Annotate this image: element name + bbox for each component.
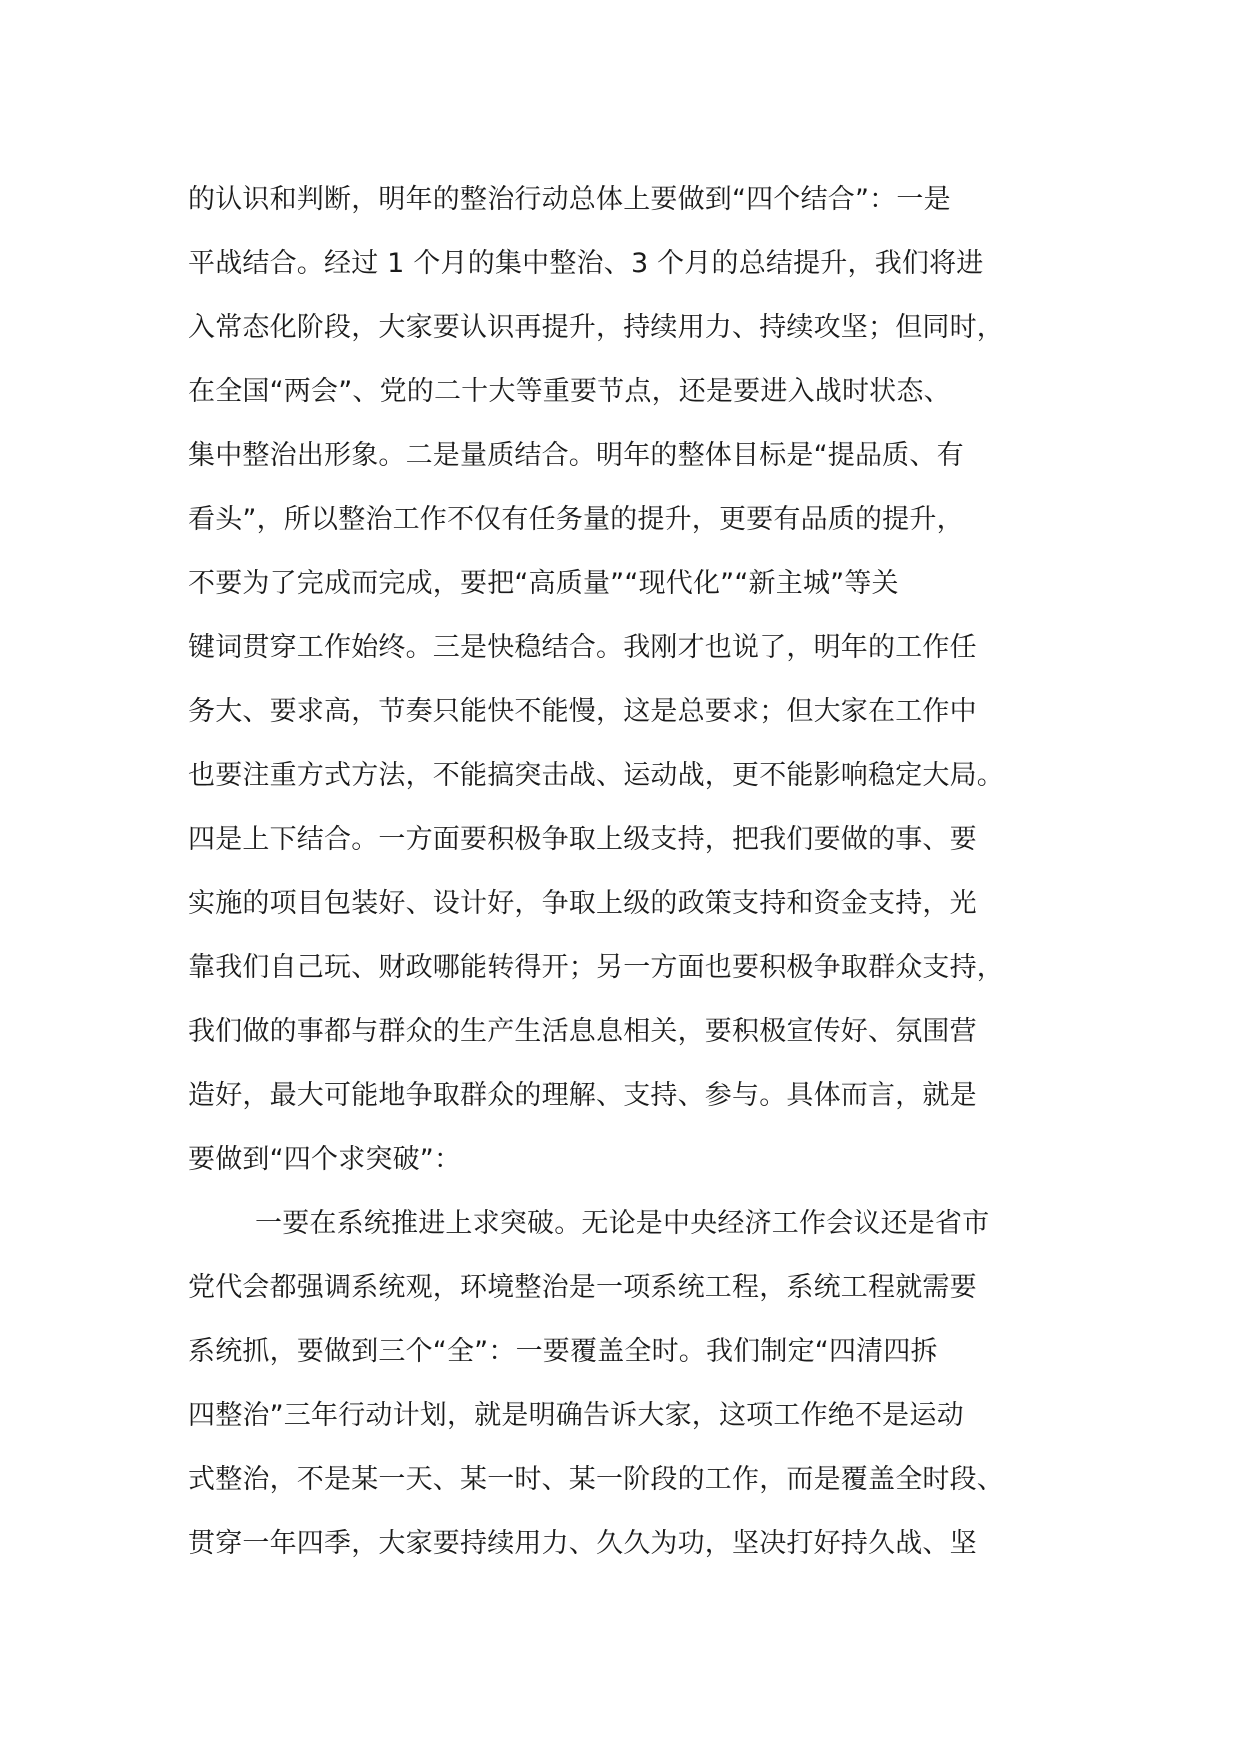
text-line: 党代会都强调系统观，环境整治是一项系统工程，系统工程就需要 bbox=[188, 1272, 977, 1303]
text-line: 不要为了完成而完成，要把“高质量”“现代化”“新主城”等关 bbox=[188, 568, 899, 599]
text-line: 靠我们自己玩、财政哪能转得开；另一方面也要积极争取群众支持， bbox=[188, 952, 1004, 983]
text-line: 一要在系统推进上求突破。无论是中央经济工作会议还是省市 bbox=[255, 1208, 990, 1239]
text-line: 系统抓，要做到三个“全”：一要覆盖全时。我们制定“四清四拆 bbox=[188, 1336, 938, 1367]
text-line: 集中整治出形象。二是量质结合。明年的整体目标是“提品质、有 bbox=[188, 440, 964, 471]
text-line: 式整治，不是某一天、某一时、某一阶段的工作，而是覆盖全时段、 bbox=[188, 1464, 1004, 1495]
text-line: 我们做的事都与群众的生产生活息息相关，要积极宣传好、氛围营 bbox=[188, 1016, 977, 1047]
text-line: 看头”，所以整治工作不仅有任务量的提升，更要有品质的提升， bbox=[188, 504, 964, 535]
body-text bbox=[188, 168, 1068, 1576]
text-line: 平战结合。经过 1 个月的集中整治、3 个月的总结提升，我们将进 bbox=[188, 248, 984, 279]
text-line: 实施的项目包装好、设计好，争取上级的政策支持和资金支持，光 bbox=[188, 888, 977, 919]
text-line: 四整治”三年行动计划，就是明确告诉大家，这项工作绝不是运动 bbox=[188, 1400, 964, 1431]
text-line: 入常态化阶段，大家要认识再提升，持续用力、持续攻坚；但同时， bbox=[188, 312, 1004, 343]
text-line: 在全国“两会”、党的二十大等重要节点，还是要进入战时状态、 bbox=[188, 376, 951, 407]
text-line: 的认识和判断，明年的整治行动总体上要做到“四个结合”：一是 bbox=[188, 184, 951, 215]
text-line: 贯穿一年四季，大家要持续用力、久久为功，坚决打好持久战、坚 bbox=[188, 1528, 977, 1559]
text-line: 也要注重方式方法，不能搞突击战、运动战，更不能影响稳定大局。 bbox=[188, 760, 1004, 791]
paragraph bbox=[188, 1192, 1068, 1576]
text-line: 要做到“四个求突破”： bbox=[188, 1144, 462, 1175]
text-line: 造好，最大可能地争取群众的理解、支持、参与。具体而言，就是 bbox=[188, 1080, 977, 1111]
text-line: 键词贯穿工作始终。三是快稳结合。我刚才也说了，明年的工作任 bbox=[188, 632, 977, 663]
text-line: 务大、要求高，节奏只能快不能慢，这是总要求；但大家在工作中 bbox=[188, 696, 977, 727]
paragraph bbox=[188, 168, 1068, 1192]
text-line: 四是上下结合。一方面要积极争取上级支持，把我们要做的事、要 bbox=[188, 824, 977, 855]
